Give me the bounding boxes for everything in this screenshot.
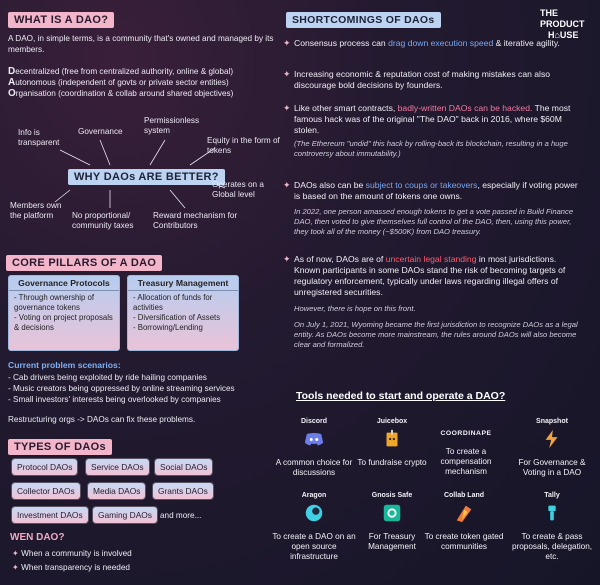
shortcoming-1: ✦ Consensus process can drag down execution speed & iterative agility. [283, 38, 560, 48]
type-grants: Grants DAOs [153, 483, 213, 499]
tool-juicebox: Juicebox To fundraise crypto [357, 418, 427, 467]
discord-icon [303, 428, 325, 450]
diamond-icon: ✦ [283, 254, 291, 264]
aragon-icon [303, 502, 325, 524]
why-reward: Reward mechanism for Contributors [153, 211, 238, 230]
type-gaming: Gaming DAOs [93, 507, 157, 523]
type-protocol: Protocol DAOs [12, 459, 77, 475]
tool-tally: Tally To create & pass proposals, delegation, etc. [511, 492, 593, 561]
why-governance: Governance [78, 127, 123, 136]
what-is-dao-text: A DAO, in simple terms, is a community that's owned and managed by its members. [8, 34, 274, 54]
tool-gnosis: Gnosis Safe For Treasury Management [368, 492, 416, 551]
types-heading: TYPES OF DAOs [8, 437, 112, 455]
diamond-icon: ✦ [283, 38, 291, 48]
problems-title: Current problem scenarios: [8, 360, 121, 370]
why-info-transparent: Info is transparent [18, 128, 60, 147]
when-item-2: ✦ When transparency is needed [12, 563, 130, 572]
diamond-icon: ✦ [283, 180, 291, 190]
type-social: Social DAOs [155, 459, 212, 475]
juicebox-icon [381, 428, 403, 450]
why-members-own: Members own the platform [10, 201, 62, 220]
pillar-governance-items: - Through ownership of governance tokens - Voting on project proposals & decisions [14, 293, 113, 332]
snapshot-icon [541, 428, 563, 450]
tool-collabland: Collab Land To create token gated communities [424, 492, 504, 551]
coordinape-icon: COORDINAPE [440, 430, 492, 437]
shortcomings-heading: SHORTCOMINGS OF DAOs [286, 10, 441, 28]
type-investment: Investment DAOs [12, 507, 88, 523]
tools-heading: Tools needed to start and operate a DAO? [296, 390, 506, 402]
brand-logo: THE PRODUCT H⌂USE [540, 8, 585, 40]
problems-list: - Cab drivers being exploited by ride hailing companies - Music creators being oppressed by online streaming services - Small investors' interests being overlooked by companies [8, 373, 235, 404]
why-global: Operates on a Global level [212, 180, 264, 199]
what-is-dao-heading: WHAT IS A DAO? [8, 10, 114, 28]
pillar-treasury [127, 275, 239, 351]
why-equity: Equity in the form of tokens [207, 136, 280, 155]
collabland-icon [453, 502, 475, 524]
tally-icon [541, 502, 563, 524]
pillar-treasury-items: - Allocation of funds for activities - Diversification of Assets - Borrowing/Lending [133, 293, 221, 332]
acronym-a: Autonomous (independent of govts or private sector entities) [8, 77, 229, 88]
restructuring-text: Restructuring orgs -> DAOs can fix these problems. [8, 415, 196, 424]
shortcoming-3: ✦ Like other smart contracts, badly-written DAOs can be hacked. The most famous hack was of the original "The DAO" back in 2016, where $60M stolen. (The Ethereum "undid" this hack by rolling-back its blockchain, resulting in a huge controversy about immutability.) [283, 103, 571, 158]
shortcoming-2: ✦ Increasing economic & reputation cost of making mistakes can also discourage bold decisions by founders. [283, 69, 551, 90]
pillar-treasury-title: Treasury Management [128, 276, 238, 291]
diamond-icon: ✦ [283, 69, 291, 79]
diamond-icon: ✦ [283, 103, 291, 113]
acronym-o: Organisation (coordination & collab around shared objectives) [8, 88, 234, 99]
gnosis-icon [381, 502, 403, 524]
why-permissionless: Permissionless system [144, 116, 200, 135]
why-no-proportional: No proportional/ community taxes [72, 211, 134, 230]
pillar-governance [8, 275, 120, 351]
tool-aragon: Aragon To create a DAO on an open source infrastructure [272, 492, 356, 561]
when-item-1: ✦ When a community is involved [12, 549, 132, 558]
shortcoming-5: ✦ As of now, DAOs are of uncertain legal standing in most jurisdictions. Known participants in some DAOs stand the risk of becoming targets of regulatory enforcement, typically under laws regarding illegal offers of unregistered securities. However, there is hope on this front. On July 1, 2021, Wyoming became the first jurisdiction to recognize DAOs as a legal entity. As DAOs become more mainstream, the rules around DAOs will also become clear and formalized. [283, 254, 578, 349]
acronym-d: Decentralized (free from centralized authority, online & global) [8, 66, 234, 77]
core-pillars-heading: CORE PILLARS OF A DAO [6, 253, 162, 271]
type-media: Media DAOs [88, 483, 145, 499]
tool-coordinape: COORDINAPE To create a compensation mechanism [420, 418, 512, 477]
shortcoming-4: ✦ DAOs also can be subject to coups or takeovers, especially if voting power is based on the amount of tokens one owns. In 2022, one person amassed enough tokens to get a vote passed in Build Finance DAO, then voted to give themselves full control of the DAO, then, using this power, they took all of the money (~$500K) from DAO treasury. [283, 180, 578, 236]
acronym-list [8, 66, 288, 99]
tool-discord: Discord A common choice for discussions [275, 418, 353, 477]
diamond-icon: ✦ [12, 549, 19, 558]
diamond-icon: ✦ [12, 563, 19, 572]
type-service: Service DAOs [86, 459, 149, 475]
types-more: and more... [160, 511, 202, 520]
why-daos-heading: WHY DAOs ARE BETTER? [68, 167, 225, 185]
tool-snapshot: Snapshot For Governance & Voting in a DAO [518, 418, 586, 477]
pillar-governance-title: Governance Protocols [9, 276, 119, 291]
type-collector: Collector DAOs [12, 483, 80, 499]
when-title: WEN DAO? [10, 532, 65, 543]
